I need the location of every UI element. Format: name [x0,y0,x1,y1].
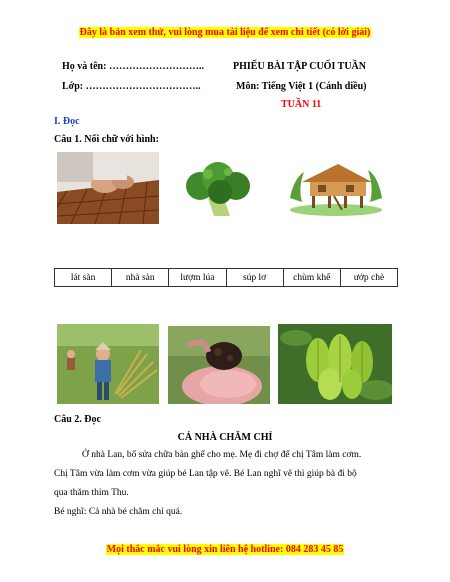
story-line: Ở nhà Lan, bố sửa chữa bàn ghế cho mẹ. Mẹ đi chợ để chị Tâm làm cơm. [82,450,362,460]
subject-label: Môn: Tiếng Việt 1 (Cánh diều) [236,81,367,92]
word-cell[interactable]: nhà sàn [112,269,169,286]
week-label: TUẦN 11 [281,99,322,110]
word-cell[interactable]: súp lơ [227,269,284,286]
hotline-banner: Mọi thắc mắc vui lòng xin liên hệ hotline: 084 283 45 85 [106,544,344,555]
floor-tiling-photo [57,152,159,224]
rice-harvest-photo [57,324,159,404]
section-title: I. Đọc [54,116,80,127]
word-cell[interactable]: ướp chè [353,272,385,283]
question-2-title: Câu 2. Đọc [54,414,101,425]
starfruit-photo [278,324,392,404]
broccoli-photo [178,160,260,218]
word-cell[interactable]: chùm khế [284,269,341,286]
story-paragraph [54,446,404,522]
story-title: CẢ NHÀ CHĂM CHỈ [177,432,273,443]
word-cell[interactable]: lượm lúa [169,269,226,286]
story-line: Chị Tâm vừa làm cơm vừa giúp bé Lan tập vẽ. Bé Lan nghĩ vẽ thì giúp bà đi bộ [54,469,357,479]
name-field-label: Họ và tên: ……………………….. [62,61,204,72]
preview-banner: Đây là bản xem thử, vui lòng mua tài liệu để xem chi tiết (có lời giải) [79,27,371,38]
story-line: Bé nghĩ: Cả nhà bé chăm chỉ quá. [54,507,183,517]
question-1-title: Câu 1. Nối chữ với hình: [54,134,159,145]
class-field-label: Lớp: …………………………….. [62,81,201,92]
worksheet-title: PHIẾU BÀI TẬP CUỐI TUẦN [233,61,366,72]
word-cell[interactable]: lát sàn [55,269,112,286]
word-table [54,268,398,287]
story-line: qua thăm thím Thu. [54,488,129,498]
tea-leaves-photo [168,326,270,404]
stilt-house-illustration [288,158,384,216]
